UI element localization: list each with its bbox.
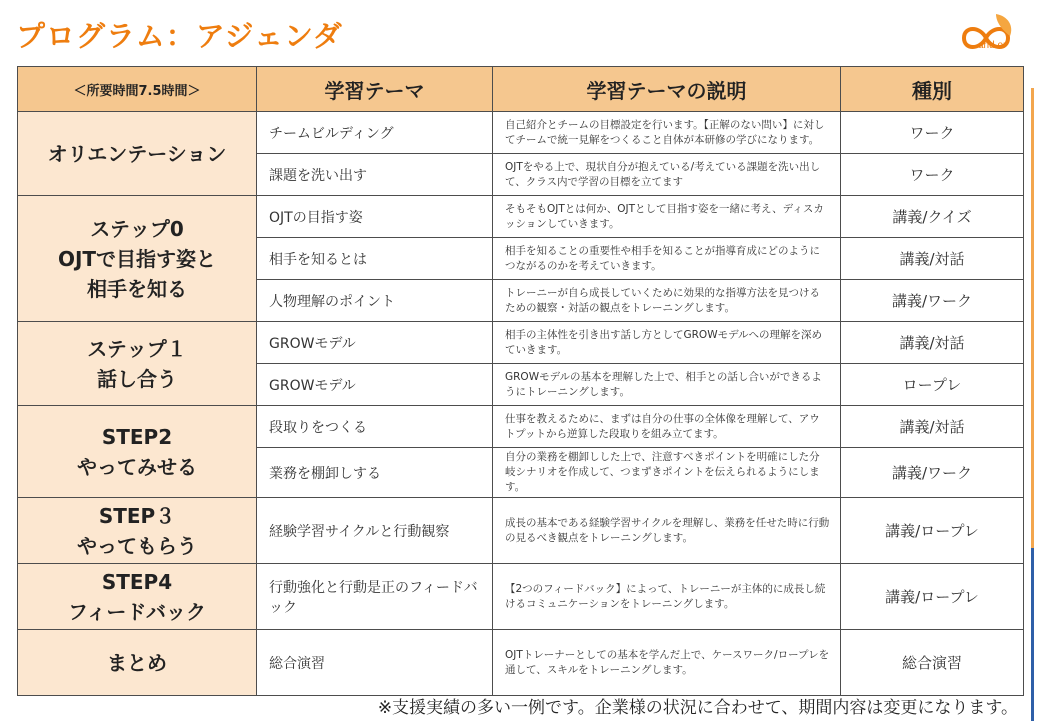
logo-text: and.or <box>978 40 1007 51</box>
step-label: ステップ0 OJTで目指す姿と 相手を知る <box>18 196 257 322</box>
header-theme: 学習テーマ <box>257 67 493 112</box>
theme-cell: 総合演習 <box>257 630 493 696</box>
type-cell: 講義/ロープレ <box>841 564 1024 630</box>
theme-cell: 経験学習サイクルと行動観察 <box>257 498 493 564</box>
edge-accent-blue <box>1031 548 1034 721</box>
table-header-row <box>18 67 1024 112</box>
theme-cell: 行動強化と行動是正のフィードバック <box>257 564 493 630</box>
description-cell: 【2つのフィードバック】によって、トレーニーが主体的に成長し続けるコミュニケーションをトレーニングします。 <box>493 564 841 630</box>
description-cell: 仕事を教えるために、まずは自分の仕事の全体像を理解して、アウトプットから逆算した段取りを組み立てます。 <box>493 406 841 448</box>
description-cell: OJTトレーナーとしての基本を学んだ上で、ケースワーク/ロープレを通して、スキルをトレーニングします。 <box>493 630 841 696</box>
step-label: STEP2 やってみせる <box>18 406 257 498</box>
description-cell: 成長の基本である経験学習サイクルを理解し、業務を任せた時に行動の見るべき観点をトレーニングします。 <box>493 498 841 564</box>
description-cell: 自分の業務を棚卸しした上で、注意すべきポイントを明確にした分岐シナリオを作成して、つまずきポイントを伝えられるようにします。 <box>493 448 841 498</box>
edge-accent-orange <box>1031 88 1034 548</box>
page-title: プログラム：アジェンダ <box>16 19 343 53</box>
description-cell: そもそもOJTとは何か、OJTとして目指す姿を一緒に考え、ディスカッションしていきます。 <box>493 196 841 238</box>
type-cell: 講義/ロープレ <box>841 498 1024 564</box>
theme-cell: 業務を棚卸しする <box>257 448 493 498</box>
type-cell: 講義/対話 <box>841 238 1024 280</box>
table-row <box>18 564 1024 630</box>
step-label: まとめ <box>18 630 257 696</box>
description-cell: 相手を知ることの重要性や相手を知ることが指導育成にどのようにつながるのかを考えていきます。 <box>493 238 841 280</box>
type-cell: ワーク <box>841 154 1024 196</box>
type-cell: 講義/ワーク <box>841 448 1024 498</box>
theme-cell: OJTの目指す姿 <box>257 196 493 238</box>
theme-cell: GROWモデル <box>257 364 493 406</box>
type-cell: ロープレ <box>841 364 1024 406</box>
description-cell: トレーニーが自ら成長していくために効果的な指導方法を見つけるための観察・対話の観点をトレーニングします。 <box>493 280 841 322</box>
description-cell: 相手の主体性を引き出す話し方としてGROWモデルへの理解を深めていきます。 <box>493 322 841 364</box>
table-row <box>18 322 1024 364</box>
table-row <box>18 406 1024 448</box>
theme-cell: 人物理解のポイント <box>257 280 493 322</box>
theme-cell: GROWモデル <box>257 322 493 364</box>
footnote: ※支援実績の多い一例です。企業様の状況に合わせて、期間内容は変更になります。 <box>377 698 1018 718</box>
table-row <box>18 498 1024 564</box>
step-label: ステップ１ 話し合う <box>18 322 257 406</box>
description-cell: GROWモデルの基本を理解した上で、相手との話し合いができるようにトレーニングします。 <box>493 364 841 406</box>
theme-cell: 課題を洗い出す <box>257 154 493 196</box>
table-row <box>18 630 1024 696</box>
table-row <box>18 112 1024 154</box>
type-cell: 総合演習 <box>841 630 1024 696</box>
type-cell: 講義/対話 <box>841 322 1024 364</box>
type-cell: 講義/クイズ <box>841 196 1024 238</box>
type-cell: 講義/対話 <box>841 406 1024 448</box>
type-cell: ワーク <box>841 112 1024 154</box>
agenda-table <box>17 66 1024 696</box>
infinity-logo-icon <box>952 8 1020 60</box>
description-cell: OJTをやる上で、現状自分が抱えている/考えている課題を洗い出して、クラス内で学習の目標を立てます <box>493 154 841 196</box>
table-row <box>18 196 1024 238</box>
theme-cell: チームビルディング <box>257 112 493 154</box>
header-description: 学習テーマの説明 <box>493 67 841 112</box>
step-label: オリエンテーション <box>18 112 257 196</box>
theme-cell: 相手を知るとは <box>257 238 493 280</box>
step-label: STEP３ やってもらう <box>18 498 257 564</box>
header-type: 種別 <box>841 67 1024 112</box>
description-cell: 自己紹介とチームの目標設定を行います。【正解のない問い】に対してチームで統一見解をつくること自体が本研修の学びになります。 <box>493 112 841 154</box>
theme-cell: 段取りをつくる <box>257 406 493 448</box>
type-cell: 講義/ワーク <box>841 280 1024 322</box>
header-time: ＜所要時間7.5時間＞ <box>18 67 257 112</box>
step-label: STEP4 フィードバック <box>18 564 257 630</box>
